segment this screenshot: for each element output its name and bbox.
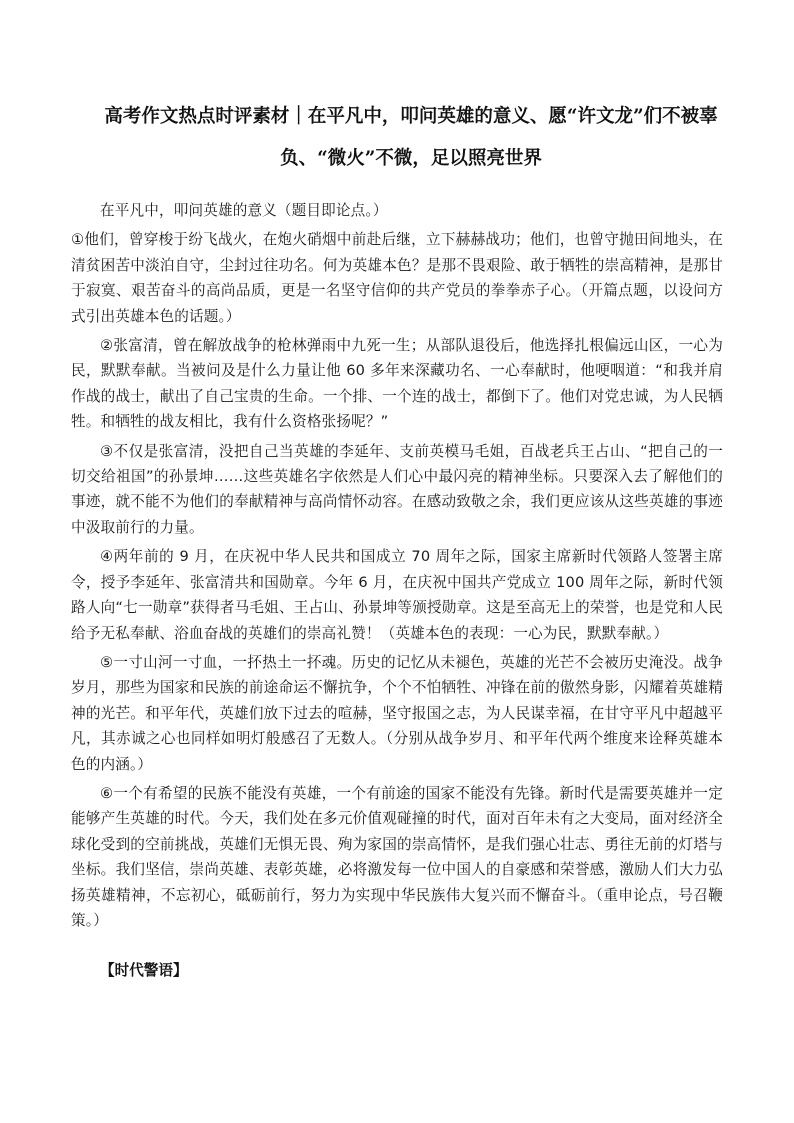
paragraph-6: ⑥一个有希望的民族不能没有英雄，一个有前途的国家不能没有先锋。新时代是需要英雄并一定能够产生英雄的时代。今天，我们处在多元价值观碰撞的时代，面对百年未有之大变局，面对经济全球化受到的空前挑战，英雄们无惧无畏、殉为家国的崇高情怀，是我们强心壮志、勇往无前的灯塔与坐标。我们坚信，崇尚英雄、表彰英雄，必将激发每一位中国人的自豪感和荣誉感，激励人们大力弘扬英雄精神，不忘初心，砥砺前行，努力为实现中华民族伟大复兴而不懈奋斗。（重申论点，号召鞭策。） bbox=[71, 784, 723, 929]
document-title-line-1: 高考作文热点时评素材｜在平凡中，叩问英雄的意义、愿“许文龙”们不被辜 bbox=[104, 106, 718, 127]
paragraph-1: ①他们，曾穿梭于纷飞战火，在炮火硝烟中前赴后继，立下赫赫战功；他们，也曾守抛田间地头，在清贫困苦中淡泊自守，尘封过往功名。何为英雄本色？是那不畏艰险、敢于牺牲的崇高精神，是那甘于寂寞、艰苦奋斗的高尚品质，更是一名坚守信仰的共产党员的拳拳赤子心。（开篇点题，以设问方式引出英雄本色的话题。） bbox=[71, 231, 723, 325]
paragraph-3: ③不仅是张富清，没把自己当英雄的李延年、支前英模马毛姐，百战老兵王占山、“把自己的一切交给祖国”的孙景坤……这些英雄名字依然是人们心中最闪亮的精神坐标。只要深入去了解他们的事迹，就不能不为他们的奉献精神与高尚情怀动容。在感动致敬之余，我们更应该从这些英雄的事迹中汲取前行的力量。 bbox=[71, 442, 723, 536]
paragraph-thesis: 在平凡中，叩问英雄的意义（题目即论点。） bbox=[100, 202, 388, 219]
section-heading-era-warning: 【时代警语】 bbox=[100, 962, 188, 979]
document-body bbox=[71, 198, 723, 933]
paragraph-4: ④两年前的 9 月，在庆祝中华人民共和国成立 70 周年之际，国家主席新时代领路人签署主席令，授予李延年、张富清共和国勋章。今年 6 月，在庆祝中国共产党成立 100 周年之际，新时代领路人向“七一勋章”获得者马毛姐、王占山、孙景坤等颁授勋章。这是至高无上的荣誉，也是党和人民给予无私奉献、浴血奋战的英雄们的崇高礼赞！（英雄本色的表现：一心为民，默默奉献。） bbox=[71, 548, 723, 642]
paragraph-5: ⑤一寸山河一寸血，一抔热土一抔魂。历史的记忆从未褪色，英雄的光芒不会被历史淹没。战争岁月，那些为国家和民族的前途命运不懈抗争，个个不怕牺牲、冲锋在前的傲然身影，闪耀着英雄精神的光芒。和平年代，英雄们放下过去的喧赫，坚守报国之志，为人民谋幸福，在甘守平凡中超越平凡，其赤诚之心也同样如明灯般感召了无数人。（分别从战争岁月、和平年代两个维度来诠释英雄本色的内涵。） bbox=[71, 653, 723, 773]
paragraph-2: ②张富清，曾在解放战争的枪林弹雨中九死一生；从部队退役后，他选择扎根偏远山区，一心为民，默默奉献。当被问及是什么力量让他 60 多年来深藏功名、一心奉献时，他哽咽道：“和我并肩作战的战士，献出了自己宝贵的生命。一个排、一个连的战士，都倒下了。他们对党忠诚，为人民牺牲。和牺牲的战友相比，我有什么资格张扬呢？” bbox=[71, 337, 723, 431]
document-title-line-2: 负、“微火”不微，足以照亮世界 bbox=[280, 148, 542, 169]
